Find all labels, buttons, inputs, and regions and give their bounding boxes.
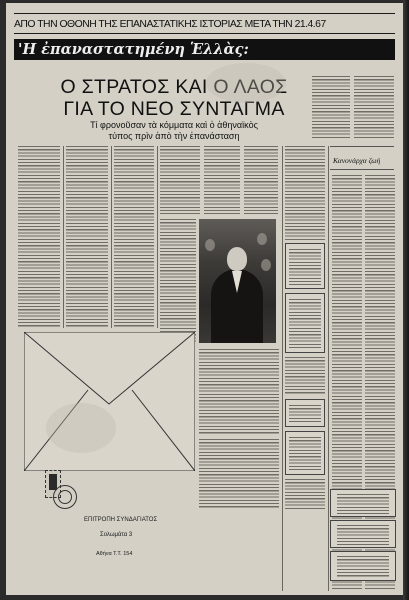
banner-headline: ΑΠΟ ΤΗΝ ΟΘΟΝΗ ΤΗΣ ΕΠΑΝΑΣΤΑΤΙΚΗΣ ΙΣΤΟΡΙΑΣ ΜΕΤΑ ΤΗΝ 21.4.67 [14,19,326,30]
right-column-rule [330,146,394,147]
page-edge [403,0,409,600]
column-rule [282,146,283,591]
main-headline-line-2: ΓΙΑ ΤΟ ΝΕΟ ΣΥΝΤΑΓΜΑ [63,98,285,120]
sender-city: Αθήνα Τ.Τ. 154 [96,551,133,557]
info-box-2 [285,293,325,353]
text-column-4-mid [160,219,196,343]
paper-stain [46,403,116,453]
masthead: 'Η ἐπαναστατημένη Ἑλλὰς: [14,39,395,60]
top-rule [14,13,395,14]
subhead-line-2: τύπος πρὶν ἀπὸ τὴν ἐπανάσταση [108,131,240,141]
text-column-2 [66,146,108,328]
text-column-top-right-a [312,76,350,138]
column-rule [111,146,112,328]
text-column-1 [18,146,60,328]
advertisement-box-3 [330,551,396,581]
text-column-center-low [199,349,279,435]
right-column-rule-2 [330,169,394,170]
column-rule [328,146,329,591]
column-rule [157,146,158,328]
sender-organisation: ΕΠΙΤΡΟΠΗ ΣΥΝΔΑΓΙΑΤΟΣ [84,517,158,523]
info-box-1 [285,243,325,289]
newspaper-page [6,3,403,595]
text-column-center-lower [199,439,279,509]
text-column-3 [114,146,154,328]
info-box-4 [285,431,325,475]
text-column-7-mid [285,357,325,395]
envelope-illustration [24,332,195,471]
info-box-3 [285,399,325,427]
text-column-top-right-b [354,76,394,138]
main-headline-line-1: Ο ΣΤΡΑΤΟΣ ΚΑΙ Ο ΛΑΟΣ [60,76,288,98]
text-column-4-top [160,146,200,214]
text-column-7-top [285,146,325,240]
right-column-heading: Κανονάρχα ζωή [333,156,381,165]
news-photo [199,219,276,343]
text-column-6-top [244,146,278,214]
column-rule [63,146,64,328]
text-column-5-top [204,146,240,214]
advertisement-box-1 [330,489,396,517]
paper-stain [206,63,286,103]
text-column-7-low [285,479,325,509]
subhead-line-1: Τί φρονοῦσαν τὰ κόμματα καὶ ὁ ἀθηναϊκὸς [90,120,258,130]
sender-street: Σολωμάτα 3 [100,532,133,538]
advertisement-box-2 [330,520,396,548]
postmark-inner-circle [58,490,72,504]
banner-rule [14,33,395,34]
